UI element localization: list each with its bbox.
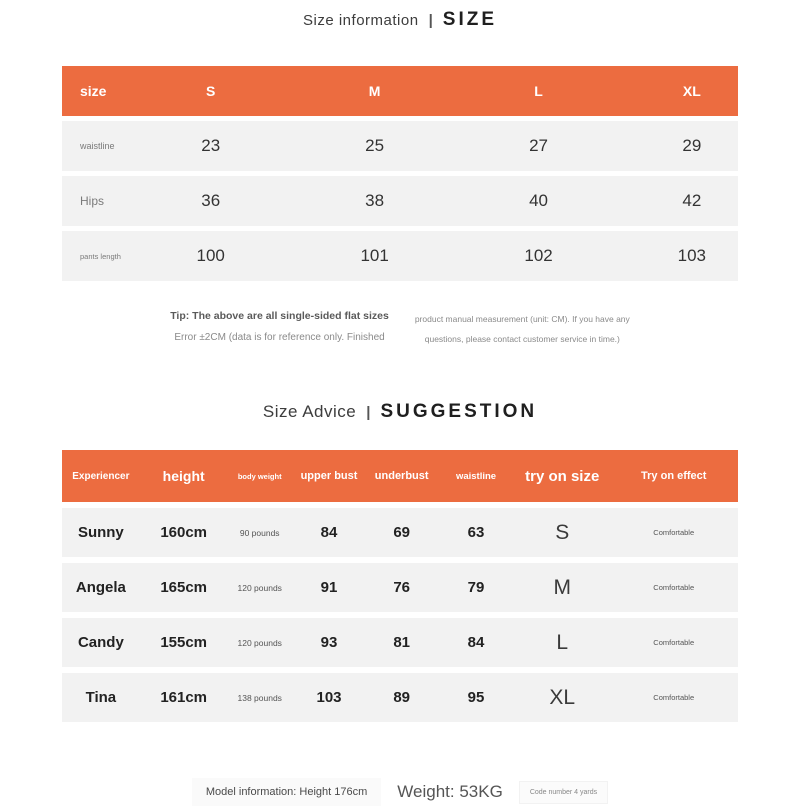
suggestion-cell: 89 [393, 689, 411, 706]
size-value-cell: 40 [529, 191, 549, 210]
tip-line-1: Tip: The above are all single-sided flat sizes [170, 310, 389, 322]
title-divider: | [428, 11, 433, 29]
suggestion-cell: Comfortable [653, 583, 695, 592]
advice-title-en: SUGGESTION [380, 401, 538, 422]
size-table-row [62, 121, 738, 171]
suggestion-cell: 63 [467, 524, 485, 541]
model-weight-text: Weight: 53KG [397, 782, 503, 801]
size-table [62, 66, 738, 281]
size-header-col-xl: XL [682, 83, 701, 99]
title-divider: | [366, 403, 371, 421]
suggestion-cell: Candy [77, 634, 124, 651]
suggestion-cell: Tina [85, 689, 117, 706]
suggestion-cell: 161cm [160, 689, 208, 706]
suggestion-cell: 79 [467, 579, 485, 596]
suggestion-cell: 160cm [160, 524, 208, 541]
size-value-cell: 23 [201, 136, 221, 155]
size-value-cell: 102 [524, 246, 553, 265]
size-header-label: size [80, 83, 107, 99]
tip-right-column [415, 306, 630, 349]
suggestion-cell: 120 pounds [237, 582, 282, 593]
suggestion-table-row [62, 508, 738, 557]
size-table-row [62, 231, 738, 281]
suggestion-header-upper-bust: upper bust [300, 470, 358, 482]
size-header-col-m: M [368, 83, 381, 99]
suggestion-table-row [62, 618, 738, 667]
suggestion-cell: XL [549, 685, 576, 709]
size-title-en: SIZE [442, 9, 497, 30]
size-row-label: pants length [80, 251, 121, 261]
suggestion-table-row [62, 673, 738, 722]
size-value-cell: 25 [365, 136, 385, 155]
size-value-cell: 103 [677, 246, 706, 265]
suggestion-cell: M [553, 575, 571, 599]
suggestion-cell: Comfortable [653, 638, 695, 647]
suggestion-header-underbust: underbust [374, 470, 429, 482]
size-section-title [0, 0, 800, 31]
suggestion-header-try-on-size: try on size [525, 467, 600, 485]
suggestion-cell: 91 [320, 579, 338, 596]
suggestion-cell: 84 [320, 524, 338, 541]
model-info-text: Model information: Height 176cm [192, 778, 381, 806]
suggestion-cell: 120 pounds [237, 637, 282, 648]
size-row-label: Hips [80, 194, 105, 208]
suggestion-header-body-weight: body weight [237, 471, 282, 481]
size-row-label: waistline [80, 141, 115, 151]
size-title-text: Size information [303, 11, 419, 29]
tip-line-2: Error ±2CM (data is for reference only. Finished [174, 332, 385, 343]
suggestion-cell: 69 [393, 524, 411, 541]
suggestion-cell: 84 [467, 634, 485, 651]
suggestion-cell: 138 pounds [237, 692, 282, 703]
size-header-col-l: L [534, 83, 543, 99]
advice-title-text: Size Advice [262, 402, 357, 421]
model-info-bar [0, 778, 800, 806]
suggestion-cell: 90 pounds [239, 527, 280, 538]
suggestion-cell: Sunny [77, 524, 124, 541]
suggestion-header-try-on-effect: Try on effect [641, 470, 707, 482]
suggestion-cell: Comfortable [653, 693, 695, 702]
suggestion-cell: 93 [320, 634, 338, 651]
tip-left-column [170, 306, 389, 348]
size-header-col-s: S [206, 83, 216, 99]
suggestion-header-height: height [162, 468, 205, 484]
suggestion-header-waistline: waistline [455, 470, 497, 482]
suggestion-cell: Angela [75, 579, 126, 596]
size-value-cell: 29 [682, 136, 702, 155]
suggestion-cell: 155cm [160, 634, 208, 651]
size-table-row [62, 176, 738, 226]
size-value-cell: 38 [365, 191, 385, 210]
size-value-cell: 36 [201, 191, 221, 210]
suggestion-header-experiencer: Experiencer [72, 470, 130, 482]
model-code-text: Code number 4 yards [519, 781, 608, 804]
suggestion-cell: Comfortable [653, 528, 695, 537]
size-tip [0, 306, 800, 349]
size-table-header [62, 66, 738, 116]
suggestion-cell: 103 [316, 689, 342, 706]
suggestion-table-row [62, 563, 738, 612]
suggestion-cell: 76 [393, 579, 411, 596]
size-value-cell: 101 [360, 246, 389, 265]
suggestion-cell: 165cm [160, 579, 208, 596]
size-value-cell: 27 [529, 136, 549, 155]
suggestion-cell: 81 [393, 634, 411, 651]
suggestion-cell: 95 [467, 689, 485, 706]
tip-line-4: questions, please contact customer service in time.) [424, 334, 620, 344]
suggestion-table [62, 450, 738, 722]
tip-line-3: product manual measurement (unit: CM). If you have any [414, 314, 630, 324]
suggestion-table-body [62, 508, 738, 722]
suggestion-table-header [62, 450, 738, 502]
size-value-cell: 100 [196, 246, 225, 265]
suggestion-cell: L [556, 630, 569, 654]
suggestion-cell: S [555, 520, 570, 544]
size-table-body [62, 121, 738, 281]
advice-section-title [0, 401, 800, 423]
size-value-cell: 42 [682, 191, 702, 210]
